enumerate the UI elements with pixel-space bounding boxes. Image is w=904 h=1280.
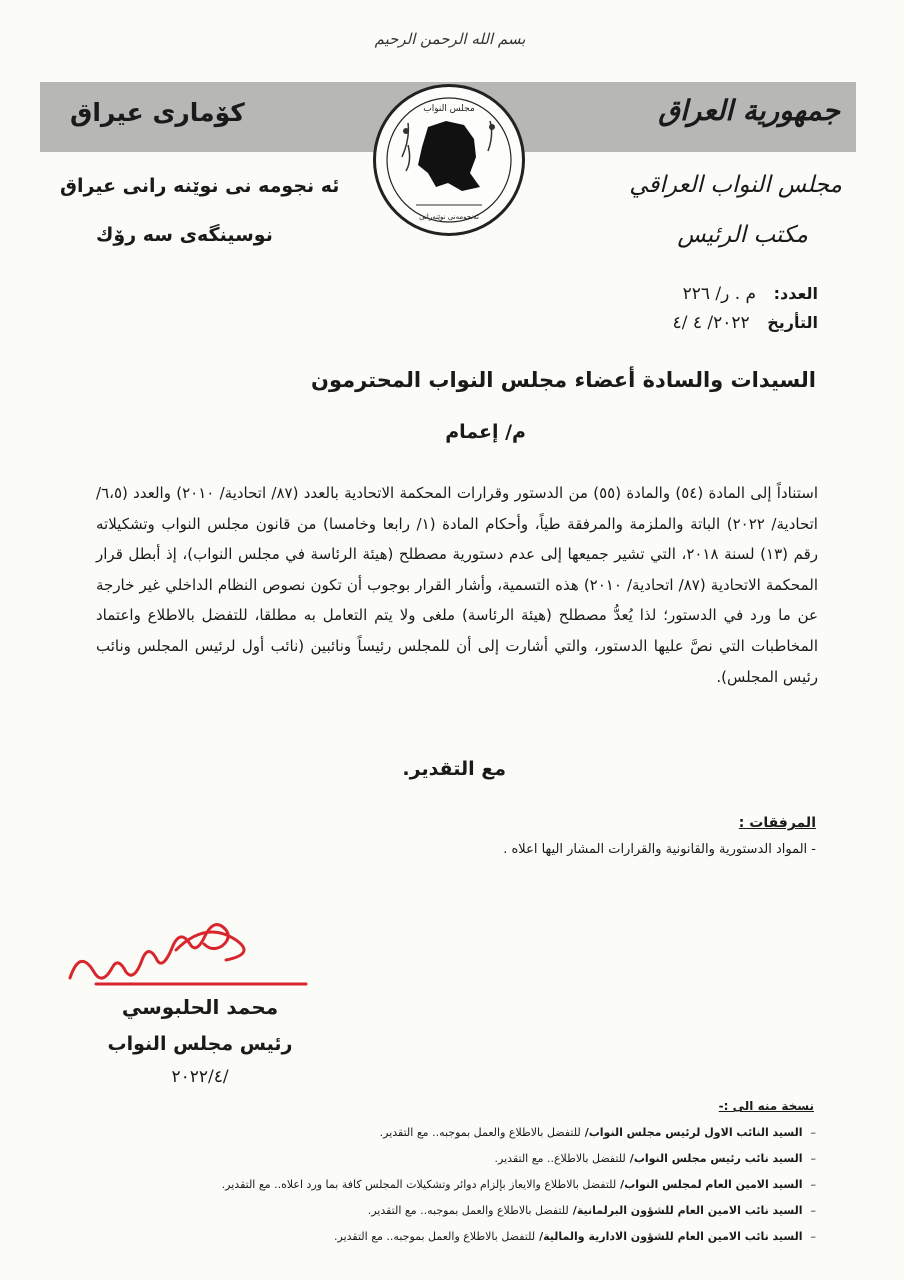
arabic-republic-title: جمهورية العراق [658, 94, 840, 127]
attachments-item: - المواد الدستورية والقانونية والقرارات المشار اليها اعلاه . [503, 842, 816, 857]
attachments-label: المرفقات : [738, 815, 816, 831]
letter-number-value: م . ر/ ٢٢٦ [682, 284, 757, 304]
seal-bottom-text: ئەنجومەنی نوێنەرانی [419, 213, 479, 221]
cc-item: –السيد الامين العام لمجلس النواب/للتفضل بالاطلاع والايعاز بإلزام دوائر وتشكيلات المجلس كافة بما ورد اعلاه.. مع التقدير. [221, 1178, 816, 1191]
addressee: السيدات والسادة أعضاء مجلس النواب المحترمون [311, 368, 816, 392]
cc-item: –السيد نائب الامين العام للشؤون البرلمانية/للتفضل بالاطلاع والعمل بموجبه.. مع التقدير. [367, 1204, 816, 1217]
parliament-seal [373, 84, 525, 236]
cc-item: –السيد نائب الامين العام للشؤون الادارية والمالية/للتفضل بالاطلاع والعمل بموجبه.. مع التقدير. [334, 1230, 816, 1243]
signature-date: ٢٠٢٢/٤/ [171, 1067, 229, 1087]
kurdish-republic-title: كۆمارى عيراق [70, 98, 245, 127]
signer-title: رئيس مجلس النواب [107, 1033, 293, 1055]
letter-number-label: العدد: [773, 284, 818, 303]
letter-date-label: التأريخ [767, 313, 818, 332]
cc-label: نسخة منه الى :- [718, 1099, 814, 1113]
letter-date [673, 313, 818, 333]
letter-body: استناداً إلى المادة (٥٤) والمادة (٥٥) من الدستور وقرارات المحكمة الاتحادية بالعدد (٨٧/ اتحادية/ ٢٠١٠) والعدد (٦،٥/ اتحادية/ ٢٠٢٢) الباتة والملزمة والمرفقة طياً، وأحكام المادة (١/ رابعا وخامسا) من قانون مجلس النواب وتشكيلاته رقم (١٣) لسنة ٢٠١٨، التي تشير جميعها إلى عدم دستورية مصطلح (هيئة الرئاسة في مجلس النواب)، إذ أبطل قرار المحكمة الاتحادية (٨٧/ اتحادية/ ٢٠١٠) هذه التسمية، وأشار القرار بوجوب أن تكون نصوص النظام الداخلي غير خارجة عن ما ورد في الدستور؛ لذا يُعدُّ مصطلح (هيئة الرئاسة) ملغى ولا يتم التعامل به مطلقا، للتفضل بالاطلاع واعتماد المخاطبات التي نصَّ عليها الدستور، والتي أشارت إلى أن للمجلس رئيساً ونائبين (نائب أول لرئيس المجلس ونائب رئيس المجلس). [96, 484, 819, 686]
closing-regards: مع التقدير. [402, 758, 506, 780]
kurdish-office-name: نوسينگەى سه رۆك [96, 224, 273, 246]
parliament-seal-emblem [376, 87, 522, 233]
signer-name: محمد الحلبوسي [121, 995, 279, 1019]
arabic-office-name: مكتب الرئيس [677, 222, 808, 248]
handwritten-signature [56, 920, 336, 1000]
arabic-council-name: مجلس النواب العراقي [629, 172, 842, 198]
seal-top-text: مجلس النواب [423, 104, 475, 114]
cc-list [176, 1120, 816, 1250]
subject: م/ إعمام [445, 421, 526, 443]
letter-number [683, 284, 818, 304]
kurdish-council-name: ئه نجومه نى نوێنه رانى عيراق [60, 175, 340, 197]
cc-item: –السيد نائب رئيس مجلس النواب/للتفضل بالاطلاع.. مع التقدير. [494, 1152, 816, 1165]
cc-item: –السيد النائب الاول لرئيس مجلس النواب/للتفضل بالاطلاع والعمل بموجبه.. مع التقدير. [379, 1126, 816, 1139]
basmala: بسم الله الرحمن الرحيم [374, 30, 526, 48]
letter-date-value: ٢٠٢٢/ ٤ /٤ [672, 313, 750, 333]
